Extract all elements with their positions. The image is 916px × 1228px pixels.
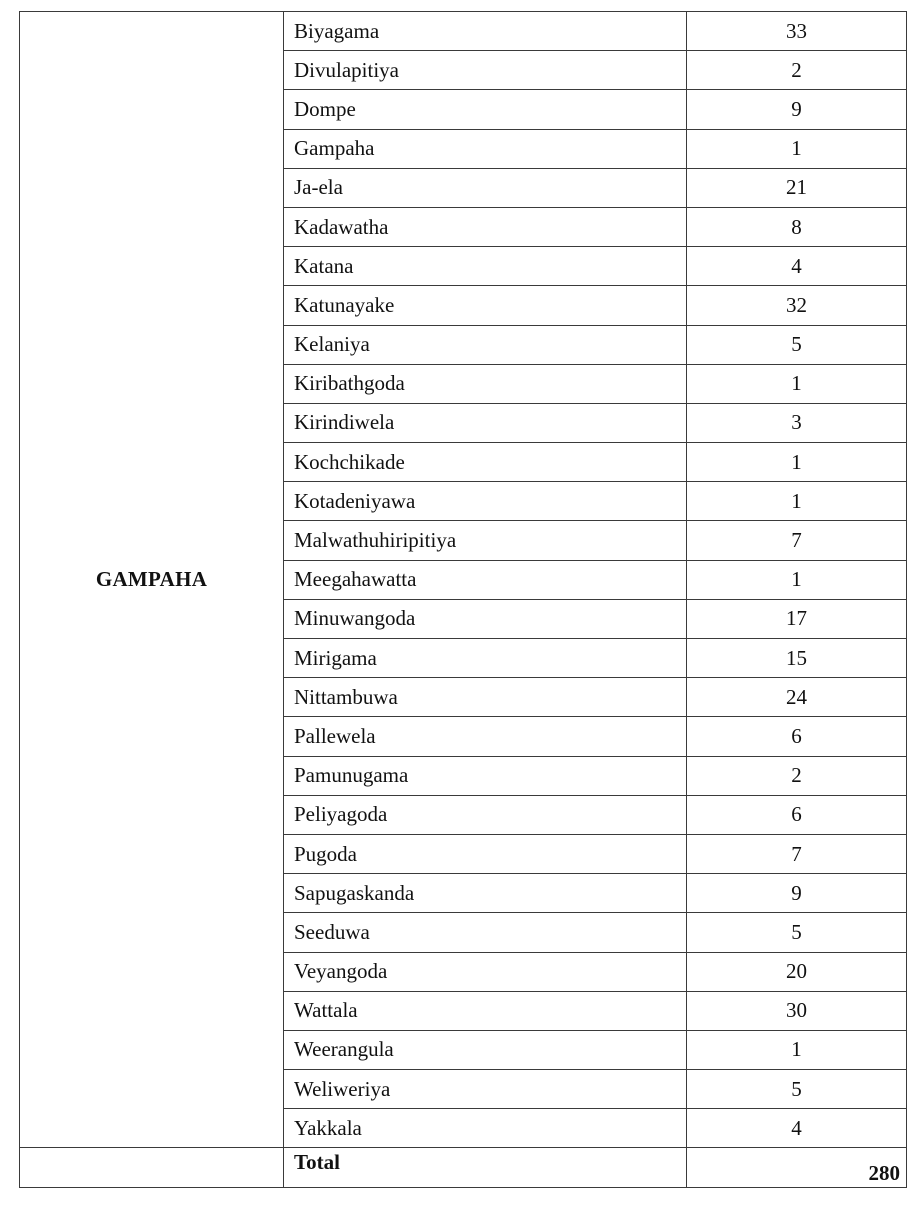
area-count-cell: 32 <box>687 286 907 325</box>
area-name-cell: Minuwangoda <box>284 599 687 638</box>
area-count-cell: 9 <box>687 90 907 129</box>
area-count-cell: 1 <box>687 560 907 599</box>
area-name-cell: Mirigama <box>284 639 687 678</box>
area-count-cell: 1 <box>687 1030 907 1069</box>
table-row <box>20 12 907 51</box>
area-name-cell: Pamunugama <box>284 756 687 795</box>
area-count-cell: 5 <box>687 1070 907 1109</box>
area-name-cell: Malwathuhiripitiya <box>284 521 687 560</box>
area-count-cell: 8 <box>687 207 907 246</box>
area-count-cell: 1 <box>687 364 907 403</box>
area-name-cell: Pugoda <box>284 834 687 873</box>
area-name-cell: Veyangoda <box>284 952 687 991</box>
area-name-cell: Gampaha <box>284 129 687 168</box>
area-count-cell: 1 <box>687 129 907 168</box>
area-count-cell: 30 <box>687 991 907 1030</box>
total-row <box>20 1148 907 1188</box>
area-count-cell: 1 <box>687 443 907 482</box>
area-count-cell: 20 <box>687 952 907 991</box>
area-count-cell: 4 <box>687 1109 907 1148</box>
area-name-cell: Kiribathgoda <box>284 364 687 403</box>
area-name-cell: Seeduwa <box>284 913 687 952</box>
area-name-cell: Nittambuwa <box>284 678 687 717</box>
area-count-cell: 4 <box>687 247 907 286</box>
area-name-cell: Kirindiwela <box>284 403 687 442</box>
area-name-cell: Meegahawatta <box>284 560 687 599</box>
district-name-cell: GAMPAHA <box>20 12 284 1148</box>
area-count-cell: 2 <box>687 756 907 795</box>
area-name-cell: Kelaniya <box>284 325 687 364</box>
area-count-cell: 9 <box>687 874 907 913</box>
area-count-cell: 33 <box>687 12 907 51</box>
area-count-cell: 21 <box>687 168 907 207</box>
area-name-cell: Weerangula <box>284 1030 687 1069</box>
area-count-cell: 5 <box>687 325 907 364</box>
area-name-cell: Dompe <box>284 90 687 129</box>
area-name-cell: Pallewela <box>284 717 687 756</box>
total-label: Total <box>284 1148 687 1188</box>
area-name-cell: Kadawatha <box>284 207 687 246</box>
area-count-cell: 6 <box>687 795 907 834</box>
area-count-cell: 17 <box>687 599 907 638</box>
area-name-cell: Peliyagoda <box>284 795 687 834</box>
area-count-cell: 3 <box>687 403 907 442</box>
area-name-cell: Weliweriya <box>284 1070 687 1109</box>
area-name-cell: Kotadeniyawa <box>284 482 687 521</box>
area-name-cell: Yakkala <box>284 1109 687 1148</box>
area-count-cell: 5 <box>687 913 907 952</box>
area-count-cell: 2 <box>687 51 907 90</box>
area-count-cell: 1 <box>687 482 907 521</box>
area-name-cell: Sapugaskanda <box>284 874 687 913</box>
area-name-cell: Divulapitiya <box>284 51 687 90</box>
total-value: 280 <box>687 1148 907 1188</box>
area-name-cell: Ja-ela <box>284 168 687 207</box>
area-name-cell: Kochchikade <box>284 443 687 482</box>
area-name-cell: Katana <box>284 247 687 286</box>
area-count-cell: 15 <box>687 639 907 678</box>
area-count-cell: 7 <box>687 521 907 560</box>
area-count-cell: 7 <box>687 834 907 873</box>
area-name-cell: Katunayake <box>284 286 687 325</box>
area-name-cell: Biyagama <box>284 12 687 51</box>
area-name-cell: Wattala <box>284 991 687 1030</box>
empty-cell <box>20 1148 284 1188</box>
area-count-cell: 6 <box>687 717 907 756</box>
area-count-cell: 24 <box>687 678 907 717</box>
gampaha-police-area-table <box>19 11 907 1188</box>
